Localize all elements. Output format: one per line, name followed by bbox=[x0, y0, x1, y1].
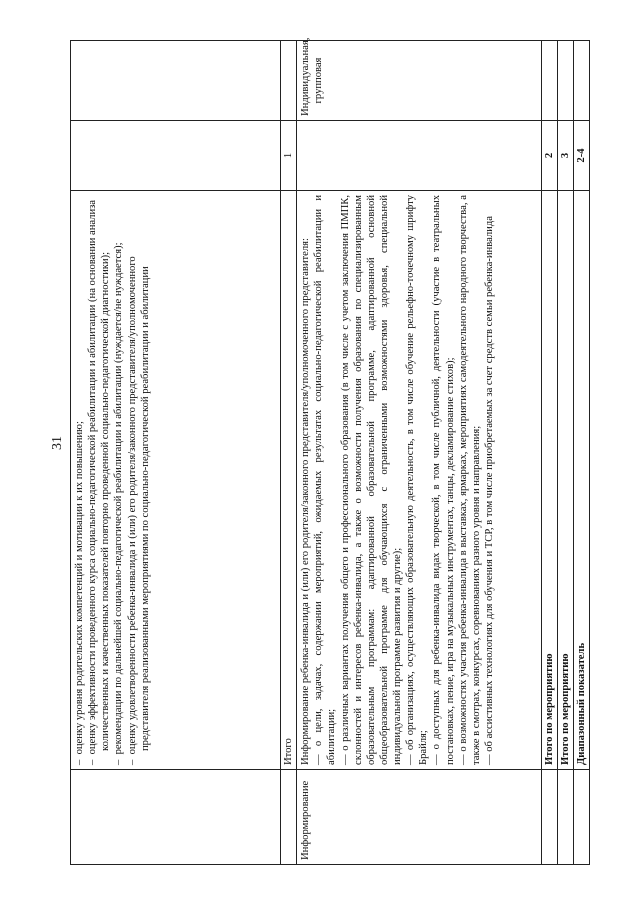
list-item: – оценку уровня родительских компетенций и мотивации к их повышению; bbox=[74, 421, 85, 765]
list-item: – оценку эффективности проведенного курса социально-педагогической реабилитации и абилитации (на основании анализа количественных и качественных показателей повторно проведенной социально-педагогической диагностики); bbox=[87, 199, 112, 765]
empty-cell bbox=[71, 770, 281, 865]
rehabilitation-table bbox=[70, 37, 590, 865]
total-label: Итого bbox=[281, 191, 297, 770]
list-item: – рекомендации по дальнейшей социально-педагогической реабилитации и абилитации (нуждается/не нуждается); bbox=[113, 242, 125, 765]
event-form: Индивидуальная, групповая bbox=[297, 41, 542, 121]
range-label: Диапазонный показатель bbox=[573, 191, 589, 770]
table-row bbox=[557, 41, 573, 865]
empty-cell bbox=[281, 41, 297, 121]
page-number: 31 bbox=[50, 436, 65, 450]
empty-cell bbox=[541, 41, 557, 121]
rotated-table-wrapper bbox=[70, 37, 590, 865]
paragraph: Информирование ребенка-инвалида и (или) его родителя/законного представителя/уполномоченного представителя: bbox=[300, 238, 312, 765]
empty-cell bbox=[541, 770, 557, 865]
range-value: 2-4 bbox=[573, 121, 589, 191]
assessment-items-cell bbox=[71, 191, 281, 770]
table-row bbox=[71, 41, 281, 865]
empty-cell bbox=[297, 121, 542, 191]
list-item: – оценку удовлетворенности ребенка-инвалида и (или) его родителя/законного представителя/уполномоченного представителя реализованными мероприятиями по социально-педагогической реабилитации и абилитации bbox=[126, 256, 151, 765]
empty-cell bbox=[573, 770, 589, 865]
total-events-label: Итого по мероприятию bbox=[557, 191, 573, 770]
total-value: 1 bbox=[281, 121, 297, 191]
empty-cell bbox=[573, 41, 589, 121]
empty-cell bbox=[557, 770, 573, 865]
informing-description bbox=[297, 191, 542, 770]
table-row bbox=[297, 41, 542, 865]
table-row bbox=[281, 41, 297, 865]
paragraph: — о цели, задачах, содержании мероприятий, ожидаемых результатах социально-педагогической реабилитации и абилитации; bbox=[313, 195, 338, 765]
table-row bbox=[573, 41, 589, 865]
empty-cell bbox=[71, 41, 281, 121]
total-events-value: 2 bbox=[541, 121, 557, 191]
empty-cell bbox=[281, 770, 297, 865]
paragraph: — об ассистивных технологиях для обучения и ТСР, в том числе приобретаемых за счет средств семьи ребенка-инвалида bbox=[483, 216, 495, 765]
paragraph: — о возможностях участия ребенка-инвалида в выставках, ярмарках, мероприятиях самодеятельного народного творчества, а также в смотрах, конкурсах, соревнованиях разного уровня и направления; bbox=[457, 195, 482, 765]
paragraph: — о различных вариантах получения общего и профессионального образования (в том числе с учетом заключения ПМПК, склонностей и интересов ребенка-инвалида, а также о возможности получения образования по специализированным образовательным программам: адаптированной образовательной программе, адаптированной основной общеобразовательной программе для обучающихся с ограниченными возможностями здоровья, специальной индивидуальной программе развития и другие); bbox=[339, 195, 403, 765]
paragraph: — о доступных для ребенка-инвалида видах творческой, в том числе публичной, деятельности (участие в театральных постановках, пение, игра на музыкальных инструментах, танцы, декламирование стихов); bbox=[431, 195, 456, 765]
total-events-label: Итого по мероприятию bbox=[541, 191, 557, 770]
paragraph: — об организациях, осуществляющих образовательную деятельность, в том числе обучение рельефно-точечному шрифту Брайля; bbox=[405, 195, 430, 765]
table-row bbox=[541, 41, 557, 865]
empty-cell bbox=[71, 121, 281, 191]
empty-cell bbox=[557, 41, 573, 121]
event-name: Информирование bbox=[297, 770, 542, 865]
total-events-value: 3 bbox=[557, 121, 573, 191]
